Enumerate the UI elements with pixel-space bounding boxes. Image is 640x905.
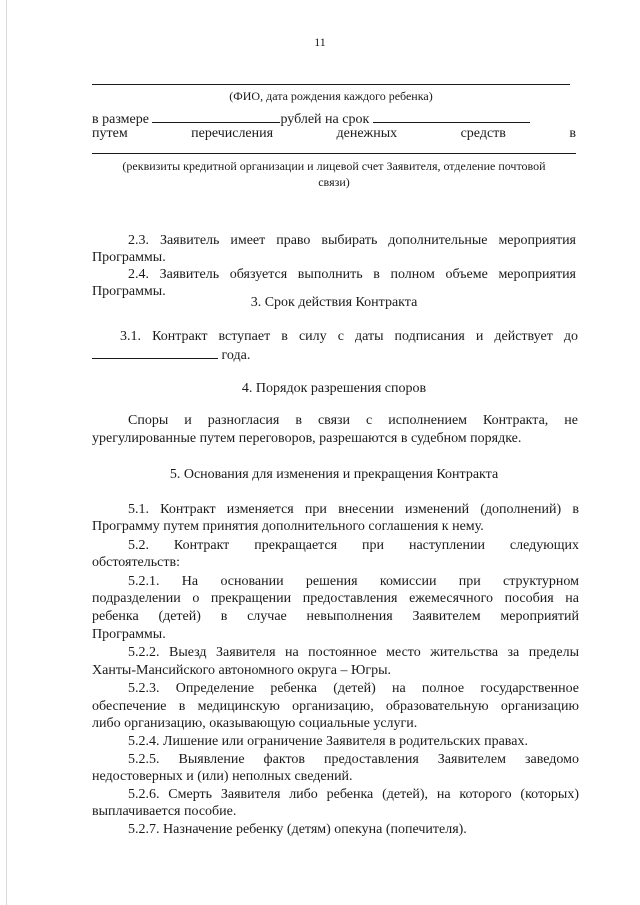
clause-5-2-7-line1: 5.2.7. Назначение ребенку (детям) опекуна (попечителя). bbox=[128, 822, 467, 837]
clause-5-2-1-line1: 5.2.1. На основании решения комиссии при структурном bbox=[128, 574, 579, 589]
clause-5-2-2-line2: Ханты-Мансийского автономного округа – Югры. bbox=[92, 663, 392, 678]
clause-5-1-line2: Программу путем принятия дополнительного соглашения к нему. bbox=[92, 519, 484, 534]
clause-2-4-line2: Программы. bbox=[92, 284, 166, 299]
transfer-word: в bbox=[569, 126, 576, 141]
clause-5-2-1-line4: Программы. bbox=[92, 627, 166, 642]
clause-3-1-suffix: года. bbox=[221, 348, 251, 363]
section-3-heading: 3. Срок действия Контракта bbox=[250, 295, 418, 310]
clause-5-2-1-line2: подразделении о прекращении предоставления ежемесячного пособия на bbox=[92, 591, 579, 606]
term-blank bbox=[373, 110, 530, 123]
clause-5-2-3-line3: либо организацию, оказывающую социальные услуги. bbox=[92, 716, 418, 731]
transfer-word: перечисления bbox=[191, 126, 274, 141]
bank-caption-line2: связи) bbox=[318, 175, 350, 189]
section-4-line2: урегулированные путем переговоров, разрешаются в судебном порядке. bbox=[92, 431, 522, 446]
clause-2-3-line2: Программы. bbox=[92, 250, 166, 265]
clause-2-3-line1: 2.3. Заявитель имеет право выбирать дополнительные мероприятия bbox=[128, 233, 576, 248]
scan-edge-line bbox=[6, 0, 7, 905]
child-info-underline bbox=[92, 84, 570, 85]
clause-5-2-4-line1: 5.2.4. Лишение или ограничение Заявителя в родительских правах. bbox=[128, 734, 528, 749]
clause-5-2-5-line1: 5.2.5. Выявление фактов предоставления Заявителем заведомо bbox=[128, 752, 579, 767]
transfer-word: путем bbox=[92, 126, 128, 141]
clause-5-2-6-line1: 5.2.6. Смерть Заявителя либо ребенка (детей), на которого (которых) bbox=[128, 787, 579, 802]
amount-blank bbox=[152, 110, 280, 123]
section-4-heading: 4. Порядок разрешения споров bbox=[241, 381, 427, 396]
clause-5-2-line2: обстоятельств: bbox=[92, 555, 180, 570]
bank-caption-line1: (реквизиты кредитной организации и лицевой счет Заявителя, отделение почтовой bbox=[122, 159, 546, 173]
clause-3-1-line2 bbox=[92, 346, 250, 364]
clause-5-2-5-line2: недостоверных и (или) неполных сведений. bbox=[92, 769, 353, 784]
child-info-caption: (ФИО, дата рождения каждого ребенка) bbox=[229, 89, 433, 103]
clause-3-1-line1: 3.1. Контракт вступает в силу с даты подписания и действует до bbox=[120, 329, 578, 344]
transfer-line bbox=[92, 125, 576, 142]
amount-mid: рублей на срок bbox=[280, 112, 370, 127]
clause-2-4-line1: 2.4. Заявитель обязуется выполнить в полном объеме мероприятия bbox=[128, 267, 576, 282]
end-date-blank bbox=[92, 346, 218, 359]
section-4-line1: Споры и разногласия в связи с исполнением Контракта, не bbox=[128, 413, 578, 428]
clause-5-2-6-line2: выплачивается пособие. bbox=[92, 804, 237, 819]
clause-5-2-3-line2: обеспечение в медицинскую организацию, образовательную организацию bbox=[92, 699, 579, 714]
transfer-word: средств bbox=[460, 126, 506, 141]
bank-details-underline bbox=[92, 153, 576, 154]
clause-5-1-line1: 5.1. Контракт изменяется при внесении изменений (дополнений) в bbox=[128, 502, 579, 517]
amount-prefix: в размере bbox=[92, 112, 149, 127]
transfer-word: денежных bbox=[336, 126, 398, 141]
clause-5-2-2-line1: 5.2.2. Выезд Заявителя на постоянное место жительства за пределы bbox=[128, 645, 579, 660]
page-number: 11 bbox=[314, 35, 326, 49]
section-5-heading: 5. Основания для изменения и прекращения Контракта bbox=[169, 467, 499, 482]
clause-5-2-1-line3: ребенка (детей) в случае невыполнения Заявителем мероприятий bbox=[92, 609, 579, 624]
clause-5-2-3-line1: 5.2.3. Определение ребенка (детей) на полное государственное bbox=[128, 681, 579, 696]
clause-5-2-line1: 5.2. Контракт прекращается при наступлении следующих bbox=[128, 538, 579, 553]
